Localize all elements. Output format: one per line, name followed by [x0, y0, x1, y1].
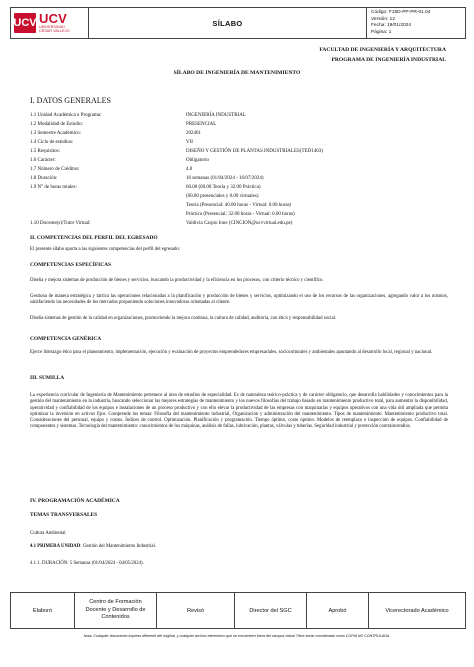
- footer-cell: Centro de Formación Docente y Desarrollo de Contenidos: [75, 593, 157, 628]
- hours-detail: Práctica (Presencial: 32.00 horas - Virtual: 0.00 horas): [186, 212, 295, 217]
- section-heading-sumilla: III. SUMILLA: [30, 375, 65, 381]
- document-header: [10, 7, 466, 39]
- row-label: 1.1 Unidad Académica o Programa:: [30, 113, 102, 118]
- header-title: SÍLABO: [89, 8, 367, 38]
- logo-name: UCV: [39, 10, 68, 26]
- section-heading-competencias: II. COMPETENCIAS DEL PERFIL DEL EGRESADO: [30, 235, 158, 241]
- transversal-heading: TEMAS TRANSVERSALES: [30, 512, 98, 518]
- row-label: 1.2 Modalidad de Estudio:: [30, 122, 84, 127]
- specific-heading: COMPETENCIAS ESPECÍFICAS: [30, 262, 112, 268]
- generic-competency: Ejerce liderazgo ético para el planeamiento, implementación, ejecución y evaluación de proyectos emprendedores empresariales, socioculturales y ambientales apuntando al desarrollo local, regional y nacional.: [30, 350, 433, 355]
- section-heading-programacion: IV. PROGRAMACIÓN ACADÉMICA: [30, 498, 120, 504]
- row-label: 1.8 Duración:: [30, 176, 58, 181]
- footer-note: Nota: Cualquier documento impreso diferente del original, y cualquier archivo electrónico que se encuentren fuera del campus virtual Trilce serán considerado como COPIA NO CONTROLADA.: [83, 634, 391, 638]
- row-label: 1.4 Ciclo de estudios:: [30, 140, 74, 145]
- specific-competency: Diseña sistemas de gestión de la calidad en organizaciones, promoviendo la mejora continua, la cultura de calidad, auditoría, con ética y responsabilidad social.: [30, 316, 337, 321]
- hours-detail: (60.00 presenciales y 0.00 virtuales): [186, 194, 259, 199]
- faculty-name: FACULTAD DE INGENIERÍA Y ARQUITECTURA: [319, 47, 446, 53]
- row-label: 1.3 Semestre Académico:: [30, 131, 81, 136]
- row-label: 1.6 Carácter:: [30, 158, 56, 163]
- doc-version: Versión: 12: [371, 16, 396, 22]
- footer-cell: Elaboró: [11, 593, 75, 628]
- unit-title: : Gestión del Mantenimiento Industrial.: [80, 544, 157, 549]
- footer-cell: Revisó: [157, 593, 235, 628]
- row-value: Obligatorio: [186, 158, 210, 163]
- row-value: PRESENCIAL: [186, 122, 217, 127]
- sumilla-text: La experiencia curricular de Ingeniería de Mantenimiento pertenece al área de estudios de especialidad. Es de naturaleza teórico-práctica y de carácter obligatorio, que desarrolla habilidades y conocimientos para la gestión del mantenimiento en la industria, buscando seleccionar las mejores estrategias de mantenimiento y los nuevos filosofías del trabajo basado en mantenimiento productivo total, para aumentar la disponibilidad, operatividad y confiabilidad de los equipos e instalaciones de un proceso productivo y con ello elevar la productividad de las empresas con maquinarias y equipos operativos con una vida útil ampliada que permita optimizar la inversión en activos fijos. Comprende los temas: Filosofía del mantenimiento industrial, Organización y administración del mantenimiento. Tipos de mantenimiento. Mantenimiento productivo total. Consideraciones del personal, equipo y costos. Índices de control. Optimización. Planificación y programación. Tiempo óptimo, costo óptimo. Modelos de reemplazo e inspección de equipos. Confiabilidad de componentes y sistemas. Tecnología del mantenimiento: conocimientos de los máquinas, análisis de fallas, lubricación, plantas, válvulas y tuberías. Seguridad industrial y protección contraincendios.: [30, 393, 448, 430]
- hours-detail: Teoría (Presencial: 40.00 horas - Virtual: 0.00 horas): [186, 203, 292, 208]
- teacher-value: Valdivia Carpio Ione (CINCION@ucvvirtual.edu.pe): [186, 221, 293, 226]
- specific-competency: Diseña y mejora sistemas de producción de bienes y servicios, buscando la productividad y la eficiencia en los procesos, con criterio técnico y científico.: [30, 278, 324, 283]
- footer-cell: Director del SGC: [235, 593, 307, 628]
- unit-label: 4.1 PRIMERA UNIDAD: [30, 544, 81, 549]
- transversal-topic: Cultura Ambiental: [30, 531, 66, 536]
- row-value: INGENIERÍA INDUSTRIAL: [186, 113, 246, 118]
- row-value: 4.0: [186, 167, 193, 172]
- footer-cell: Aprobó: [307, 593, 369, 628]
- syllabus-title: SÍLABO DE INGENIERÍA DE MANTENIMIENTO: [173, 70, 301, 76]
- row-label: 1.5 Requisitos:: [30, 149, 61, 154]
- doc-page: Página: 1: [371, 29, 392, 35]
- teacher-label: 1.10 Docente(s)/Tutor Virtual:: [30, 221, 91, 226]
- approval-table: [10, 592, 466, 629]
- doc-date: Fecha: 19/01/2024: [371, 23, 412, 29]
- row-value: VII: [186, 140, 193, 145]
- doc-code: Código: F15D-PP-PR-01.04: [371, 10, 431, 15]
- row-value: 60.00 (60.00 Teoría y 32.00 Práctica): [186, 185, 261, 190]
- university-logo: [11, 8, 89, 38]
- header-codes: [367, 8, 465, 38]
- row-value: 16 semanas (01/04/2024 - 16/07/2024): [186, 176, 264, 181]
- row-value: DISEÑO Y GESTIÓN DE PLANTAS INDUSTRIALES(TED1403): [186, 149, 323, 154]
- row-label: 1.9 N° de horas totales:: [30, 185, 77, 190]
- logo-sub2: CÉSAR VALLEJO: [39, 29, 70, 33]
- generic-heading: COMPETENCIA GENÉRICA: [30, 336, 102, 342]
- program-name: PROGRAMA DE INGENIERÍA INDUSTRIAL: [331, 57, 446, 63]
- unit-duration: 4.1.1. DURACIÓN: 5 Semanas (01/04/2024 - 04/05/2024).: [30, 561, 144, 566]
- logo-sub1: UNIVERSIDAD: [39, 24, 65, 29]
- section-heading-datos: I. DATOS GENERALES: [30, 96, 111, 105]
- ucv-logo-icon: UCV: [14, 13, 36, 33]
- footer-cell: Vicerectorado Académico: [385, 607, 449, 614]
- unit-line: [30, 544, 156, 549]
- row-value: 202401: [186, 131, 201, 136]
- competencias-intro: El presente sílabo aporta a las siguientes competencias del perfil del egresado:: [30, 247, 181, 252]
- specific-competency: Gestiona de manera estratégica y táctica las operaciones relacionadas a la planificación y producción de bienes y servicios, optimizando el uso de los recursos de las organizaciones, agregando valor a los mismos, satisfaciendo las necesidades de los mercados proponiendo soluciones innovadoras orientadas al cliente.: [30, 294, 448, 306]
- row-label: 1.7 Número de Créditos:: [30, 167, 80, 172]
